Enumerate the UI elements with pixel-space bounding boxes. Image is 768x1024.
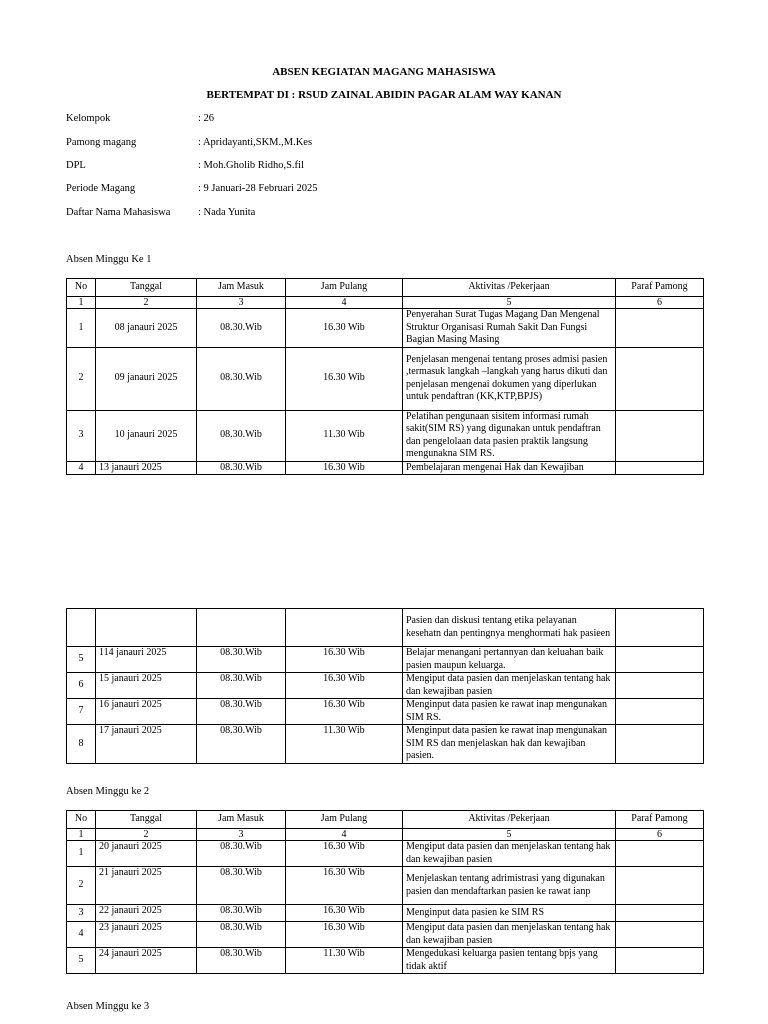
week1-label: Absen Minggu Ke 1 (66, 254, 152, 265)
cell-jam-masuk: 08.30.Wib (197, 841, 286, 867)
cell-aktivitas: Penyerahan Surat Tugas Magang Dan Mengenal Struktur Organisasi Rumah Sakit Dan Fungsi Bagian Masing Masing (403, 309, 616, 348)
cell-tanggal: 24 janauri 2025 (96, 948, 197, 974)
cell-no: 4 (67, 461, 96, 475)
cell-paraf (616, 410, 704, 461)
cell-tanggal: 15 janauri 2025 (96, 673, 197, 699)
cell-aktivitas: Pelatihan pengunaan sisitem informasi rumah sakit(SIM RS) yang digunakan untuk pendaftran dan pengelolaan data pasien praktik langsung mengunakna SIM RS. (403, 410, 616, 461)
header-jam-pulang: Jam Pulang (286, 279, 403, 297)
cell-jam-masuk: 08.30.Wib (197, 410, 286, 461)
cell-aktivitas: Mengiput data pasien dan menjelaskan tentang hak dan kewajiban pasien (403, 922, 616, 948)
cell-jam-masuk: 08.30.Wib (197, 725, 286, 764)
header-number: 4 (286, 829, 403, 841)
cell-no: 8 (67, 725, 96, 764)
cell-paraf (616, 841, 704, 867)
info-value-periode: : 9 Januari-28 Februari 2025 (198, 183, 318, 194)
cell-aktivitas: Mengiput data pasien dan menjelaskan tentang hak dan kewajiban pasien (403, 841, 616, 867)
cell-tanggal: 17 janauri 2025 (96, 725, 197, 764)
info-value-kelompok: : 26 (198, 113, 215, 124)
cell-aktivitas: Menjelaskan tentang adrimistrasi yang digunakan pasien dan mendaftarkan pasien ke rawat ianp (403, 867, 616, 905)
header-paraf: Paraf Pamong (616, 811, 704, 829)
cell-jam-pulang: 16.30 Wib (286, 922, 403, 948)
cell-jam-masuk: 08.30.Wib (197, 309, 286, 348)
cell-paraf (616, 609, 704, 647)
info-value-mahasiswa: : Nada Yunita (198, 207, 256, 218)
header-tanggal: Tanggal (96, 811, 197, 829)
cell-tanggal: 20 janauri 2025 (96, 841, 197, 867)
cell-jam-pulang: 16.30 Wib (286, 867, 403, 905)
header-number: 6 (616, 829, 704, 841)
header-jam-masuk: Jam Masuk (197, 279, 286, 297)
cell-tanggal: 114 janauri 2025 (96, 647, 197, 673)
table-number-row (67, 829, 704, 841)
cell-paraf (616, 948, 704, 974)
cell-jam-pulang: 16.30 Wib (286, 841, 403, 867)
table-row (67, 922, 704, 948)
header-no: No (67, 279, 96, 297)
header-number: 3 (197, 829, 286, 841)
document-subtitle: BERTEMPAT DI : RSUD ZAINAL ABIDIN PAGAR ALAM WAY KANAN (206, 89, 562, 101)
cell-paraf (616, 699, 704, 725)
cell-paraf (616, 905, 704, 922)
header-number: 1 (67, 297, 96, 309)
table-row (67, 309, 704, 348)
info-value-dpl: : Moh.Gholib Ridho,S.fil (198, 160, 304, 171)
table-row (67, 905, 704, 922)
header-jam-masuk: Jam Masuk (197, 811, 286, 829)
cell-jam-masuk: 08.30.Wib (197, 905, 286, 922)
cell-jam-pulang: 11.30 Wib (286, 410, 403, 461)
cell-aktivitas: Menginput data pasien ke SIM RS (403, 905, 616, 922)
table-number-row (67, 297, 704, 309)
cell-paraf (616, 461, 704, 475)
week1-table (66, 278, 704, 475)
table-row (67, 347, 704, 410)
table-row (67, 725, 704, 764)
cell-no: 2 (67, 867, 96, 905)
table-header-row (67, 279, 704, 297)
cell-paraf (616, 867, 704, 905)
cell-no: 6 (67, 673, 96, 699)
table-row (67, 699, 704, 725)
header-number: 2 (96, 829, 197, 841)
cell-jam-masuk: 08.30.Wib (197, 461, 286, 475)
week2-label: Absen Minggu ke 2 (66, 786, 150, 797)
cell-tanggal: 13 janauri 2025 (96, 461, 197, 475)
cell-aktivitas: Penjelasan mengenai tentang proses admisi pasien ,termasuk langkah –langkah yang harus dikuti dan penjelasan mengenai dokumen yang diperlukan untuk pendaftran (KK,KTP,BPJS) (403, 347, 616, 410)
header-number: 5 (403, 829, 616, 841)
cell-jam-pulang: 16.30 Wib (286, 905, 403, 922)
table-row (67, 948, 704, 974)
table-row (67, 867, 704, 905)
header-number: 1 (67, 829, 96, 841)
cell-tanggal (96, 609, 197, 647)
cell-aktivitas: Menginput data pasien ke rawat inap mengunakan SIM RS dan menjelaskan hak dan kewajiban pasien. (403, 725, 616, 764)
cell-no: 3 (67, 410, 96, 461)
header-no: No (67, 811, 96, 829)
cell-jam-pulang: 11.30 Wib (286, 725, 403, 764)
document-title: ABSEN KEGIATAN MAGANG MAHASISWA (272, 66, 496, 78)
info-label-kelompok: Kelompok (66, 113, 111, 124)
cell-tanggal: 21 janauri 2025 (96, 867, 197, 905)
header-aktivitas: Aktivitas /Pekerjaan (403, 279, 616, 297)
cell-paraf (616, 673, 704, 699)
cell-paraf (616, 309, 704, 348)
cell-jam-masuk: 08.30.Wib (197, 922, 286, 948)
cell-no: 4 (67, 922, 96, 948)
cell-jam-masuk: 08.30.Wib (197, 699, 286, 725)
cell-aktivitas: Mengedukasi keluarga pasien tentang bpjs yang tidak aktif (403, 948, 616, 974)
cell-tanggal: 22 janauri 2025 (96, 905, 197, 922)
header-number: 3 (197, 297, 286, 309)
cell-tanggal: 16 janauri 2025 (96, 699, 197, 725)
cell-no: 1 (67, 841, 96, 867)
header-number: 2 (96, 297, 197, 309)
cell-aktivitas: Pembelajaran mengenai Hak dan Kewajiban (403, 461, 616, 475)
table-row (67, 841, 704, 867)
table-row (67, 647, 704, 673)
cell-paraf (616, 347, 704, 410)
cell-paraf (616, 647, 704, 673)
header-tanggal: Tanggal (96, 279, 197, 297)
table-row (67, 609, 704, 647)
cell-no: 7 (67, 699, 96, 725)
week1-continued-table (66, 608, 704, 764)
info-label-mahasiswa: Daftar Nama Mahasiswa (66, 207, 171, 218)
cell-jam-masuk: 08.30.Wib (197, 647, 286, 673)
cell-jam-masuk: 08.30.Wib (197, 948, 286, 974)
cell-tanggal: 23 janauri 2025 (96, 922, 197, 948)
cell-jam-pulang: 16.30 Wib (286, 461, 403, 475)
info-label-pamong: Pamong magang (66, 137, 137, 148)
info-label-periode: Periode Magang (66, 183, 136, 194)
cell-aktivitas: Menginput data pasien ke rawat inap mengunakan SIM RS. (403, 699, 616, 725)
cell-jam-pulang: 16.30 Wib (286, 699, 403, 725)
cell-jam-masuk: 08.30.Wib (197, 347, 286, 410)
cell-jam-pulang: 16.30 Wib (286, 347, 403, 410)
info-label-dpl: DPL (66, 160, 86, 171)
info-value-pamong: : Apridayanti,SKM.,M.Kes (198, 137, 313, 148)
header-number: 4 (286, 297, 403, 309)
cell-jam-pulang: 16.30 Wib (286, 647, 403, 673)
header-aktivitas: Aktivitas /Pekerjaan (403, 811, 616, 829)
header-number: 6 (616, 297, 704, 309)
cell-jam-masuk: 08.30.Wib (197, 867, 286, 905)
cell-no: 5 (67, 948, 96, 974)
cell-paraf (616, 725, 704, 764)
cell-jam-masuk (197, 609, 286, 647)
header-jam-pulang: Jam Pulang (286, 811, 403, 829)
cell-jam-pulang (286, 609, 403, 647)
week3-label: Absen Minggu ke 3 (66, 1001, 150, 1012)
table-header-row (67, 811, 704, 829)
cell-no: 2 (67, 347, 96, 410)
cell-jam-masuk: 08.30.Wib (197, 673, 286, 699)
cell-aktivitas: Mengiput data pasien dan menjelaskan tentang hak dan kewajiban pasien (403, 673, 616, 699)
table-row (67, 673, 704, 699)
cell-aktivitas: Pasien dan diskusi tentang etika pelayanan kesehatn dan pentingnya menghormati hak pasieen (403, 609, 616, 647)
table-row (67, 461, 704, 475)
cell-tanggal: 10 janauri 2025 (96, 410, 197, 461)
week2-table (66, 810, 704, 974)
cell-no: 5 (67, 647, 96, 673)
cell-no: 1 (67, 309, 96, 348)
cell-jam-pulang: 11.30 Wib (286, 948, 403, 974)
cell-no: 3 (67, 905, 96, 922)
cell-paraf (616, 922, 704, 948)
cell-aktivitas: Belajar menangani pertannyan dan keluahan baik pasien maupun keluarga. (403, 647, 616, 673)
cell-tanggal: 09 janauri 2025 (96, 347, 197, 410)
cell-tanggal: 08 janauri 2025 (96, 309, 197, 348)
header-number: 5 (403, 297, 616, 309)
cell-no (67, 609, 96, 647)
cell-jam-pulang: 16.30 Wib (286, 673, 403, 699)
table-row (67, 410, 704, 461)
cell-jam-pulang: 16.30 Wib (286, 309, 403, 348)
header-paraf: Paraf Pamong (616, 279, 704, 297)
